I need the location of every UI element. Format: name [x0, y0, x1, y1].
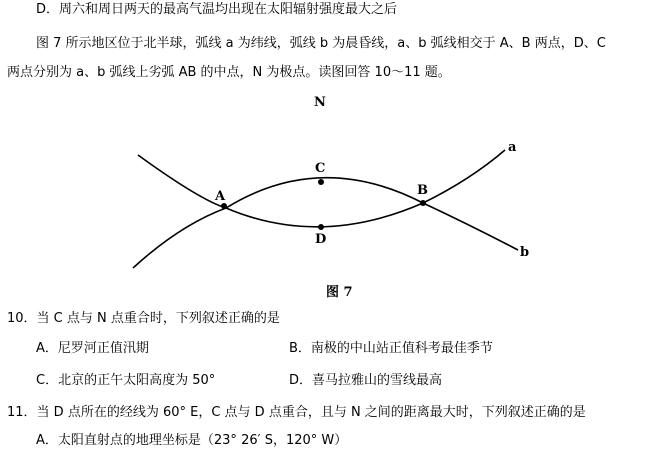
arc-a-latitude-line	[138, 150, 505, 208]
question-10: 10．当 C 点与 N 点重合时，下列叙述正确的是	[7, 311, 280, 326]
figure-caption: 图 7	[326, 285, 353, 300]
question-10-option-c: C．北京的正午太阳高度为 50°	[36, 373, 216, 388]
intro-line-1: 图 7 所示地区位于北半球，弧线 a 为纬线，弧线 b 为晨昏线，a、b 弧线相交于 A、B 两点，D、C	[36, 36, 606, 51]
point-d-label: D	[315, 232, 327, 247]
question-10-option-d: D．喜马拉雅山的雪线最高	[289, 373, 443, 388]
point-b-label: B	[417, 183, 428, 198]
point-c-label: C	[315, 161, 326, 176]
point-c-dot	[318, 179, 324, 185]
question-10-option-b: B．南极的中山站正值科考最佳季节	[289, 341, 493, 356]
point-b-dot	[420, 200, 426, 206]
question-11-option-a: A．太阳直射点的地理坐标是（23° 26′ S，120° W）	[36, 433, 348, 448]
option-d-previous: D．周六和周日两天的最高气温均出现在太阳辐射强度最大之后	[36, 2, 398, 17]
arc-b-label: b	[520, 245, 530, 260]
question-10-option-a: A．尼罗河正值汛期	[36, 341, 149, 356]
arc-a-label: a	[508, 140, 517, 155]
pole-label-n: N	[314, 95, 326, 110]
intro-line-2: 两点分别为 a、b 弧线上劣弧 AB 的中点，N 为极点。读图回答 10～11 题。	[7, 65, 451, 80]
question-11: 11．当 D 点所在的经线为 60° E，C 点与 D 点重合，且与 N 之间的距离最大时，下列叙述正确的是	[7, 405, 586, 420]
point-d-dot	[318, 224, 324, 230]
point-a-label: A	[215, 189, 226, 204]
